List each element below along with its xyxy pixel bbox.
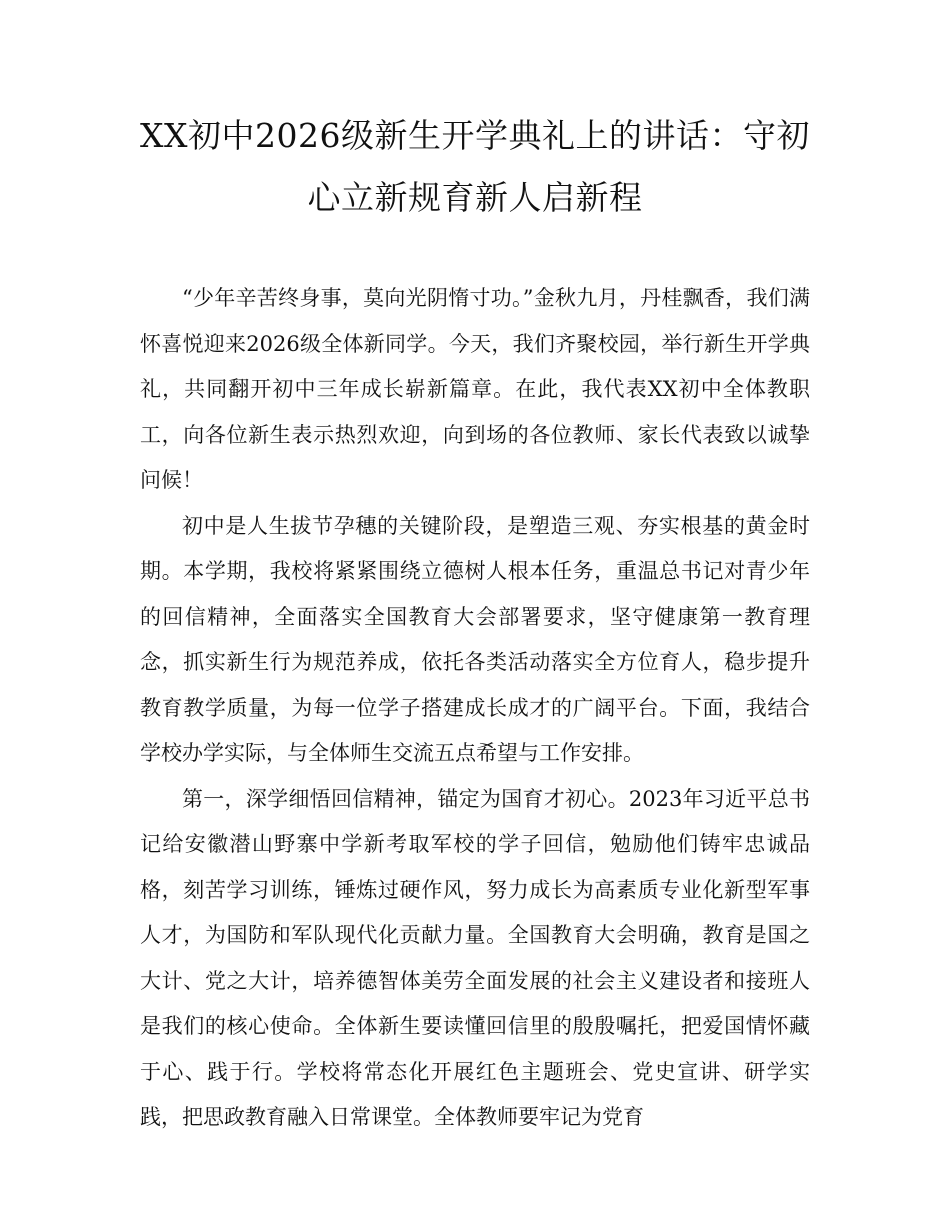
document-title: XX初中2026级新生开学典礼上的讲话：守初心立新规育新人启新程 — [140, 116, 810, 217]
paragraph-semester-goals: 初中是人生拔节孕穗的关键阶段，是塑造三观、夯实根基的黄金时期。本学期，我校将紧紧围绕立德树人根本任务，重温总书记对青少年的回信精神，全面落实全国教育大会部署要求，坚守健康第一教育理念，抓实新生行为规范养成，依托各类活动落实全方位育人，稳步提升教育教学质量，为每一位学子搭建成长成才的广阔平台。下面，我结合学校办学实际，与全体师生交流五点希望与工作安排。 — [140, 513, 810, 765]
paragraph-welcome: “少年辛苦终身事，莫向光阴惰寸功。”金秋九月，丹桂飘香，我们满怀喜悦迎来2026级全体新同学。今天，我们齐聚校园，举行新生开学典礼，共同翻开初中三年成长崭新篇章。在此，我代表XX初中全体教职工，向各位新生表示热烈欢迎，向到场的各位教师、家长代表致以诚挚问候！ — [140, 286, 810, 492]
paragraph-first-point: 第一，深学细悟回信精神，锚定为国育才初心。2023年习近平总书记给安徽潜山野寨中学新考取军校的学子回信，勉励他们铸牢忠诚品格，刻苦学习训练，锤炼过硬作风，努力成长为高素质专业化新型军事人才，为国防和军队现代化贡献力量。全国教育大会明确，教育是国之大计、党之大计，培养德智体美劳全面发展的社会主义建设者和接班人是我们的核心使命。全体新生要读懂回信里的殷殷嘱托，把爱国情怀藏于心、践于行。学校将常态化开展红色主题班会、党史宣讲、研学实践，把思政教育融入日常课堂。全体教师要牢记为党育 — [140, 786, 810, 1129]
document-body — [140, 276, 810, 1141]
